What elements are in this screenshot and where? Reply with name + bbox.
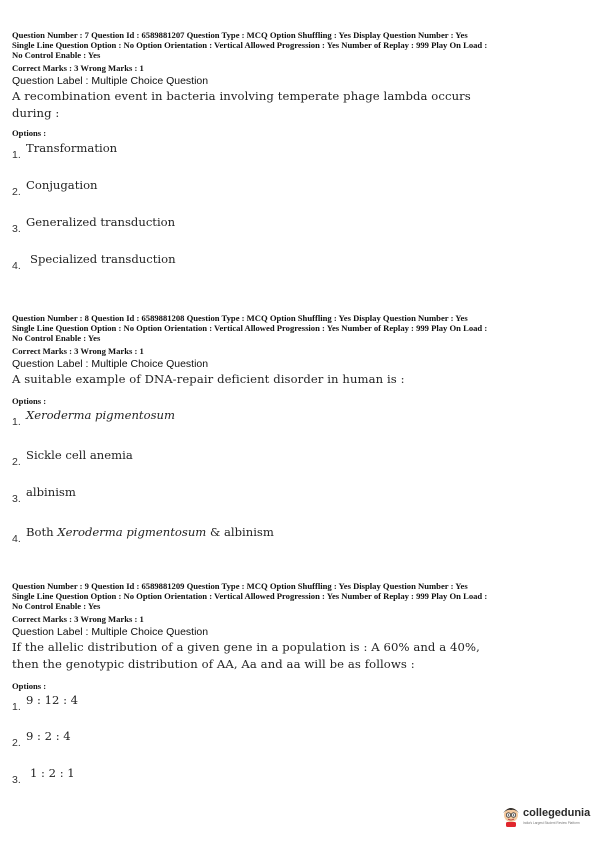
- option-text: Sickle cell anemia: [26, 448, 133, 462]
- question-meta: Question Number : 9 Question Id : 6589881209 Question Type : MCQ Option Shuffling : Yes Display Question Number : Yes Single Line Question Option : No Option Orientation : Vertical Allowed Progression : Yes Number of Replay : 999 Play On Load : No Control Enable : Yes: [12, 581, 488, 611]
- question-label: Question Label : Multiple Choice Question: [12, 626, 209, 638]
- option-number: 1.: [12, 149, 21, 161]
- question-text: A suitable example of DNA-repair deficient disorder in human is :: [12, 372, 405, 386]
- option-number: 3.: [12, 223, 21, 235]
- question-block-9: [12, 581, 587, 794]
- option-text: Generalized transduction: [26, 215, 176, 229]
- option-number: 3.: [12, 774, 21, 786]
- option-4[interactable]: [12, 243, 587, 280]
- option-text: 9 : 2 : 4: [26, 729, 71, 743]
- option-text: 9 : 12 : 4: [26, 693, 79, 707]
- option-number: 4.: [12, 260, 21, 272]
- option-number: 3.: [12, 493, 21, 505]
- option-2[interactable]: [12, 721, 587, 757]
- option-2[interactable]: [12, 169, 587, 206]
- option-text-part: Both: [26, 525, 58, 539]
- question-marks: Correct Marks : 3 Wrong Marks : 1: [12, 346, 144, 356]
- option-3[interactable]: [12, 476, 587, 513]
- question-meta: Question Number : 8 Question Id : 6589881208 Question Type : MCQ Option Shuffling : Yes Display Question Number : Yes Single Line Question Option : No Option Orientation : Vertical Allowed Progression : Yes Number of Replay : 999 Play On Load : No Control Enable : Yes: [12, 313, 488, 343]
- question-label: Question Label : Multiple Choice Question: [12, 75, 209, 87]
- question-meta: Question Number : 7 Question Id : 6589881207 Question Type : MCQ Option Shuffling : Yes Display Question Number : Yes Single Line Question Option : No Option Orientation : Vertical Allowed Progression : Yes Number of Replay : 999 Play On Load : No Control Enable : Yes: [12, 30, 488, 60]
- option-text: Xeroderma pigmentosum: [26, 408, 175, 422]
- option-text: Specialized transduction: [30, 252, 176, 266]
- option-text: albinism: [26, 485, 76, 499]
- option-number: 1.: [12, 701, 21, 713]
- option-text: [26, 525, 274, 539]
- option-1[interactable]: [12, 406, 587, 436]
- option-4[interactable]: [12, 513, 587, 553]
- option-text: Conjugation: [26, 178, 98, 192]
- options-heading: Options :: [12, 128, 47, 138]
- option-2[interactable]: [12, 436, 587, 476]
- question-marks: Correct Marks : 3 Wrong Marks : 1: [12, 614, 144, 624]
- option-text-italic: Xeroderma pigmentosum: [57, 525, 207, 539]
- option-number: 4.: [12, 533, 21, 545]
- option-1[interactable]: [12, 138, 587, 169]
- option-1[interactable]: [12, 691, 587, 721]
- options-heading: Options :: [12, 681, 47, 691]
- question-block-8: [12, 313, 587, 553]
- brand-tagline: India's Largest Student Review Platform: [523, 821, 580, 825]
- option-number: 2.: [12, 186, 21, 198]
- brand-name: collegedunia: [523, 807, 591, 819]
- collegedunia-logo: [502, 804, 592, 832]
- question-marks: Correct Marks : 3 Wrong Marks : 1: [12, 63, 144, 73]
- option-number: 2.: [12, 456, 21, 468]
- options-heading: Options :: [12, 396, 47, 406]
- question-text: A recombination event in bacteria involving temperate phage lambda occurs during :: [12, 89, 471, 120]
- option-text-part: & albinism: [206, 525, 274, 539]
- option-3[interactable]: [12, 206, 587, 243]
- question-block-7: [12, 30, 587, 280]
- mascot-icon: [502, 805, 520, 827]
- option-number: 2.: [12, 737, 21, 749]
- option-number: 1.: [12, 416, 21, 428]
- question-label: Question Label : Multiple Choice Question: [12, 358, 209, 370]
- question-text: If the allelic distribution of a given gene in a population is : A 60% and a 40%, then the genotypic distribution of AA, Aa and aa will be as follows :: [12, 640, 480, 671]
- option-text: 1 : 2 : 1: [30, 766, 75, 780]
- option-text: Transformation: [26, 141, 118, 155]
- option-3[interactable]: [12, 757, 587, 794]
